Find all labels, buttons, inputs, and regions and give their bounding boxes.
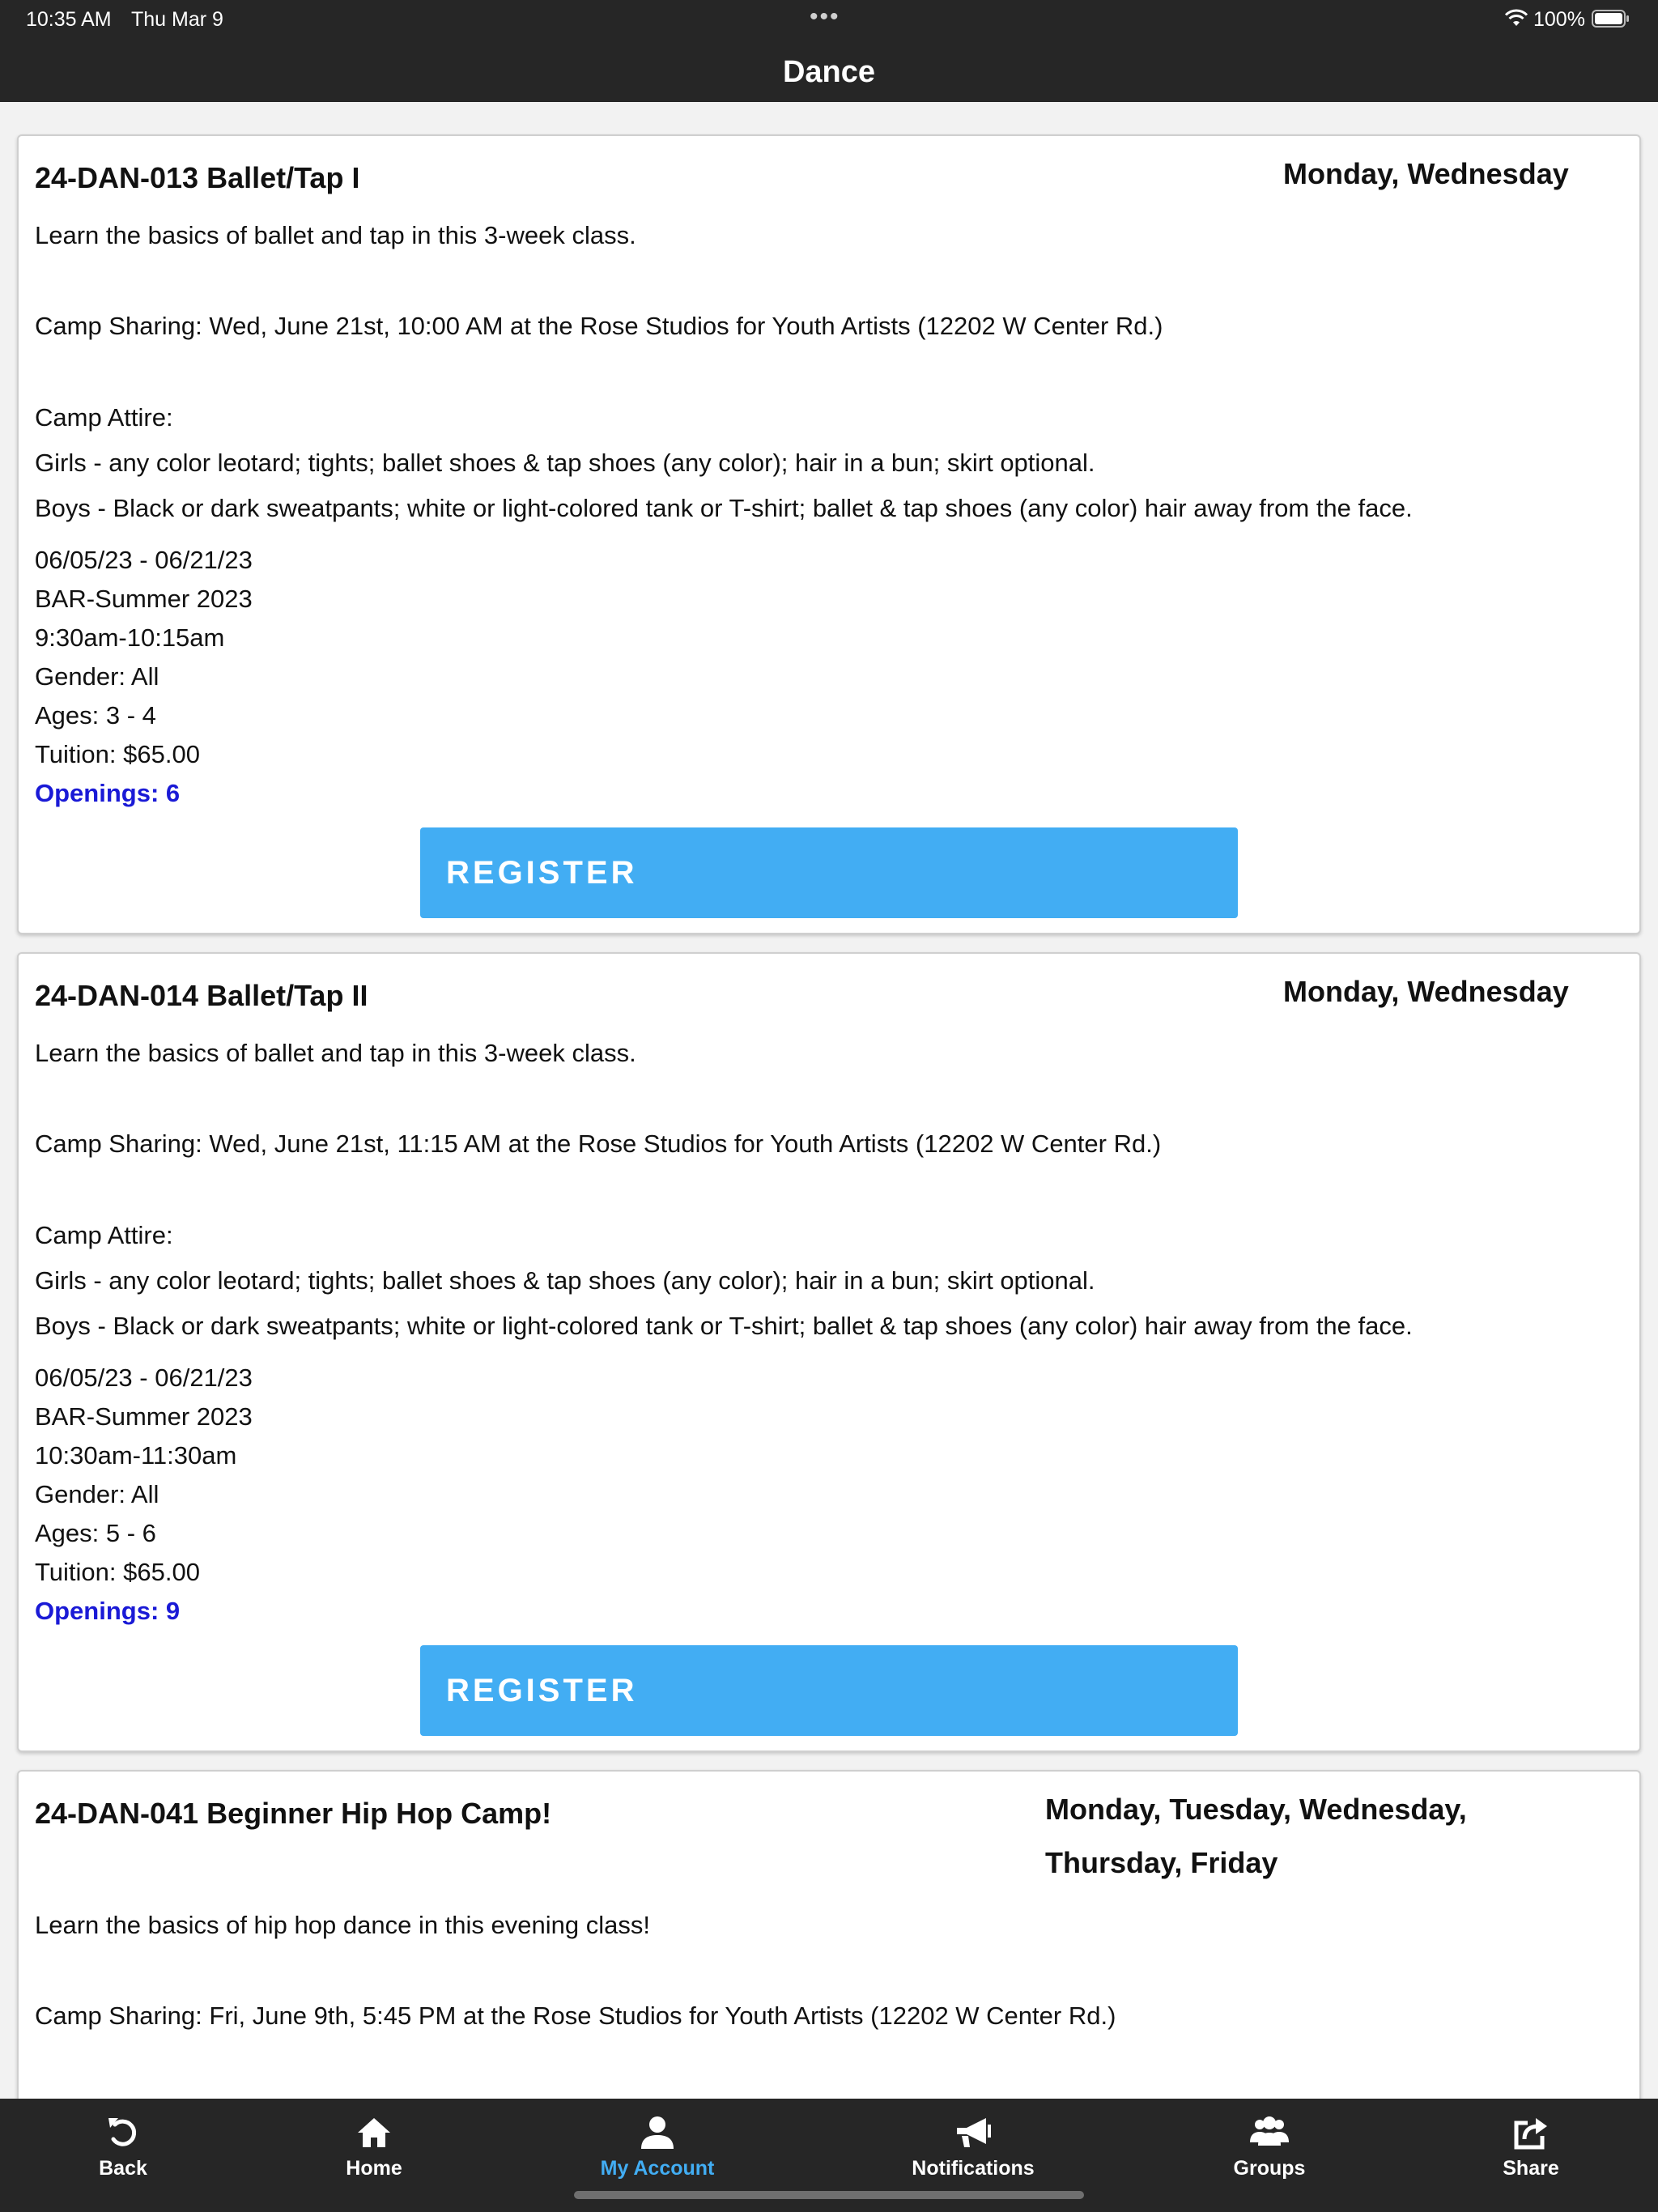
multitasking-dots-icon[interactable]: ••• bbox=[810, 3, 840, 30]
class-days bbox=[1045, 1783, 1467, 1890]
status-date: Thu Mar 9 bbox=[131, 8, 223, 31]
class-list[interactable] bbox=[0, 102, 1658, 2099]
class-card bbox=[17, 1770, 1641, 2099]
class-days: Monday, Wednesday bbox=[1283, 157, 1569, 190]
class-title: 24-DAN-013 Ballet/Tap I bbox=[35, 161, 360, 194]
class-ages: Ages: 5 - 6 bbox=[35, 1519, 156, 1547]
tab-label: Share bbox=[1503, 2157, 1559, 2180]
class-openings: Openings: 6 bbox=[35, 779, 181, 807]
megaphone-icon bbox=[954, 2113, 993, 2152]
home-icon bbox=[355, 2113, 393, 2152]
user-icon bbox=[638, 2113, 677, 2152]
class-ages: Ages: 3 - 4 bbox=[35, 701, 156, 730]
tab-home[interactable] bbox=[277, 2113, 471, 2180]
tab-my-account[interactable] bbox=[560, 2113, 755, 2180]
tab-back[interactable] bbox=[26, 2113, 220, 2180]
class-days: Monday, Wednesday bbox=[1283, 975, 1569, 1008]
class-gender: Gender: All bbox=[35, 1480, 159, 1508]
class-season: BAR-Summer 2023 bbox=[35, 585, 253, 613]
battery-percent: 100% bbox=[1533, 8, 1585, 31]
home-indicator[interactable] bbox=[574, 2191, 1084, 2199]
nav-header bbox=[0, 39, 1658, 102]
tab-groups[interactable] bbox=[1172, 2113, 1367, 2180]
tab-label: Notifications bbox=[912, 2157, 1035, 2180]
class-card bbox=[17, 952, 1641, 1752]
wifi-icon bbox=[1504, 8, 1528, 28]
class-tuition: Tuition: $65.00 bbox=[35, 740, 200, 768]
page-title: Dance bbox=[782, 55, 876, 89]
class-dates: 06/05/23 - 06/21/23 bbox=[35, 546, 253, 574]
attire-girls: Girls - any color leotard; tights; ballet shoes & tap shoes (any color); hair in a bun; skirt optional. bbox=[35, 449, 1095, 477]
back-arrow-icon bbox=[104, 2113, 142, 2152]
class-card bbox=[17, 134, 1641, 934]
tab-label: Home bbox=[346, 2157, 402, 2180]
register-button[interactable]: REGISTER bbox=[420, 827, 1238, 918]
tab-label: My Account bbox=[600, 2157, 715, 2180]
tab-notifications[interactable] bbox=[876, 2113, 1070, 2180]
class-description: Learn the basics of ballet and tap in this 3-week class. bbox=[35, 1039, 636, 1067]
class-days-line: Thursday, Friday bbox=[1045, 1846, 1278, 1879]
attire-label: Camp Attire: bbox=[35, 1221, 173, 1249]
register-button[interactable]: REGISTER bbox=[420, 1645, 1238, 1736]
class-tuition: Tuition: $65.00 bbox=[35, 1558, 200, 1586]
class-season: BAR-Summer 2023 bbox=[35, 1402, 253, 1431]
class-openings: Openings: 9 bbox=[35, 1597, 181, 1625]
class-gender: Gender: All bbox=[35, 662, 159, 691]
tab-label: Groups bbox=[1233, 2157, 1306, 2180]
camp-sharing: Camp Sharing: Wed, June 21st, 11:15 AM at the Rose Studios for Youth Artists (12202 W Center Rd.) bbox=[35, 1129, 1162, 1158]
attire-boys: Boys - Black or dark sweatpants; white or light-colored tank or T-shirt; ballet & tap shoes (any color) hair away from the face. bbox=[35, 494, 1413, 522]
class-time: 10:30am-11:30am bbox=[35, 1441, 237, 1470]
share-icon bbox=[1511, 2113, 1550, 2152]
class-title: 24-DAN-041 Beginner Hip Hop Camp! bbox=[35, 1797, 552, 1830]
status-bar bbox=[0, 0, 1658, 39]
groups-icon bbox=[1250, 2113, 1289, 2152]
battery-icon bbox=[1592, 9, 1630, 28]
tab-share[interactable] bbox=[1434, 2113, 1628, 2180]
status-time: 10:35 AM bbox=[26, 8, 112, 31]
attire-girls: Girls - any color leotard; tights; ballet shoes & tap shoes (any color); hair in a bun; skirt optional. bbox=[35, 1266, 1095, 1295]
class-days-line: Monday, Tuesday, Wednesday, bbox=[1045, 1793, 1467, 1826]
camp-sharing: Camp Sharing: Wed, June 21st, 10:00 AM at the Rose Studios for Youth Artists (12202 W Center Rd.) bbox=[35, 312, 1163, 340]
class-title: 24-DAN-014 Ballet/Tap II bbox=[35, 979, 368, 1012]
class-description: Learn the basics of hip hop dance in this evening class! bbox=[35, 1911, 650, 1939]
camp-sharing: Camp Sharing: Fri, June 9th, 5:45 PM at the Rose Studios for Youth Artists (12202 W Center Rd.) bbox=[35, 2001, 1116, 2030]
tab-label: Back bbox=[99, 2157, 147, 2180]
class-time: 9:30am-10:15am bbox=[35, 623, 225, 652]
class-description: Learn the basics of ballet and tap in this 3-week class. bbox=[35, 221, 636, 249]
class-dates: 06/05/23 - 06/21/23 bbox=[35, 1363, 253, 1392]
attire-label: Camp Attire: bbox=[35, 403, 173, 432]
attire-boys: Boys - Black or dark sweatpants; white or light-colored tank or T-shirt; ballet & tap shoes (any color) hair away from the face. bbox=[35, 1312, 1413, 1340]
